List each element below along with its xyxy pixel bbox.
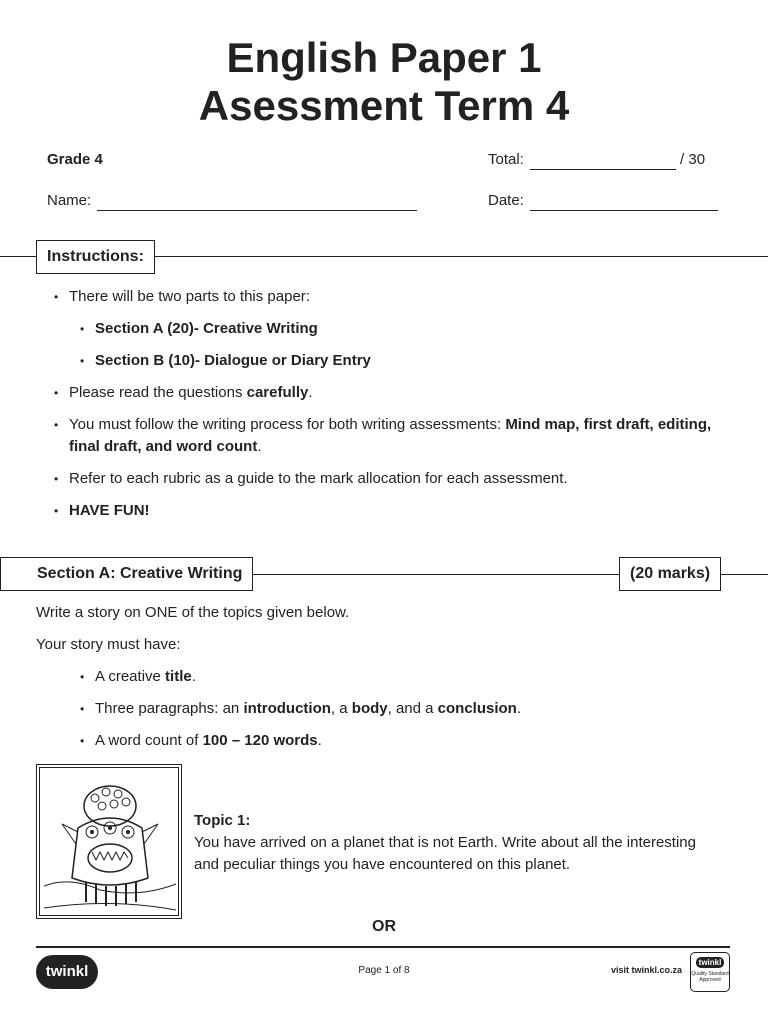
topic-1-label: Topic 1: <box>194 812 251 829</box>
list-item: • Please read the questions carefully. <box>52 382 742 404</box>
list-item: • A word count of 100 – 120 words. <box>78 730 521 752</box>
total-field: Total: / 30 <box>488 151 706 168</box>
list-item: • Section B (10)- Dialogue or Diary Entry <box>78 350 742 372</box>
alien-illustration <box>36 764 182 919</box>
section-a-heading: Section A: Creative Writing <box>0 557 253 591</box>
total-max: / 30 <box>680 151 706 168</box>
date-blank-line[interactable] <box>530 196 718 211</box>
footer-divider <box>36 946 730 948</box>
name-field: Name: <box>47 191 417 211</box>
total-blank-line[interactable] <box>530 155 676 170</box>
list-item: • There will be two parts to this paper: <box>52 286 742 308</box>
alien-drawing <box>40 768 180 917</box>
list-item: • HAVE FUN! <box>52 500 742 522</box>
list-item: • A creative title. <box>78 666 521 688</box>
list-item: • Three paragraphs: an introduction, a body, and a conclusion. <box>78 698 521 720</box>
quality-badge-icon <box>690 952 730 992</box>
section-a-must-have: Your story must have: <box>36 636 181 653</box>
twinkl-logo: twinkl <box>36 955 98 989</box>
badge-logo: twinkl <box>696 957 724 968</box>
title-line-2: Asessment Term 4 <box>198 82 570 129</box>
requirements-list <box>78 666 521 762</box>
grade-label: Grade 4 <box>47 151 103 168</box>
date-field: Date: <box>488 191 718 211</box>
list-item: • You must follow the writing process for both writing assessments: Mind map, first draft, editing, final draft, and word count. <box>52 414 742 458</box>
list-item: • Refer to each rubric as a guide to the mark allocation for each assessment. <box>52 468 742 490</box>
section-a-intro: Write a story on ONE of the topics given below. <box>36 604 350 621</box>
page-number: Page 1 of 8 <box>358 965 410 976</box>
visit-link[interactable]: visit twinkl.co.za <box>610 965 682 975</box>
instructions-list <box>52 286 742 532</box>
or-separator: OR <box>372 918 396 935</box>
title-line-1: English Paper 1 <box>226 34 542 81</box>
page-title <box>0 34 768 130</box>
instructions-heading: Instructions: <box>36 240 155 274</box>
topic-1 <box>194 810 724 876</box>
section-a-marks: (20 marks) <box>619 557 721 591</box>
badge-text: Quality Standard Approved <box>691 971 729 983</box>
topic-1-text: You have arrived on a planet that is not Earth. Write about all the interesting and peculiar things you have encountered on this planet. <box>194 834 696 873</box>
name-blank-line[interactable] <box>97 196 417 211</box>
list-item: • Section A (20)- Creative Writing <box>78 318 742 340</box>
